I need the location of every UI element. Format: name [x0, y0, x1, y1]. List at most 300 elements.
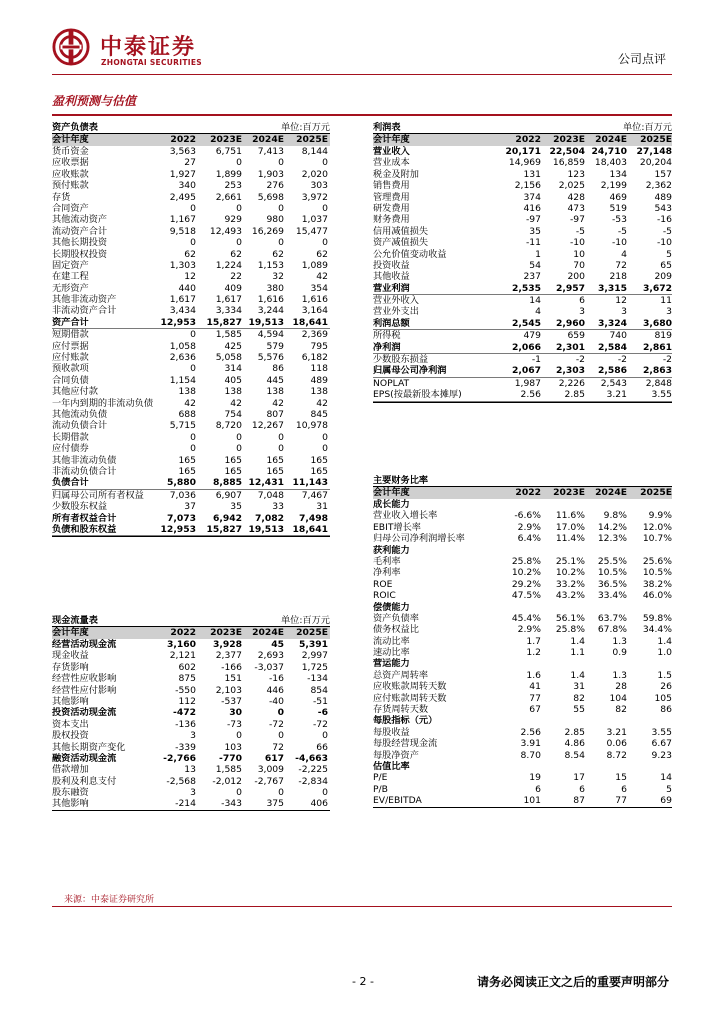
row-label: 融资活动现金流 — [52, 752, 117, 764]
row-label: 营业成本 — [373, 157, 410, 169]
cell-value: -2 — [662, 354, 672, 366]
cell-value: 3.21 — [606, 389, 627, 401]
cell-value: 469 — [609, 191, 627, 203]
column-header: 2025E — [296, 627, 328, 638]
cell-value: 22,504 — [549, 146, 585, 157]
cell-value: 354 — [310, 282, 328, 294]
table-row — [52, 226, 330, 237]
cell-value: 7,036 — [169, 489, 196, 501]
cell-value: 42 — [184, 397, 196, 409]
cell-value: 445 — [266, 374, 284, 386]
cell-value: 2.85 — [564, 389, 585, 401]
cell-value: 1,154 — [169, 374, 196, 386]
cell-value: 1.1 — [570, 647, 585, 659]
cell-value: 218 — [609, 271, 627, 283]
cell-value: 0 — [236, 787, 242, 799]
cell-value: 12,953 — [160, 523, 196, 535]
table-row — [373, 192, 672, 203]
cell-value: 165 — [266, 465, 284, 477]
cell-value: 47.5% — [511, 590, 541, 602]
cell-value: 519 — [609, 202, 627, 214]
cell-value: 2,066 — [511, 341, 541, 353]
cell-value: 375 — [266, 798, 284, 810]
cell-value: -770 — [219, 752, 242, 764]
page-number: - 2 - — [352, 975, 374, 988]
cell-value — [627, 602, 672, 613]
cell-value: 579 — [266, 340, 284, 352]
row-label: 应付债券 — [52, 443, 89, 455]
cell-value: 8.72 — [606, 749, 627, 761]
row-label: 营业利润 — [373, 282, 410, 294]
table-row — [52, 501, 330, 512]
cell-value: 87 — [573, 795, 585, 807]
cell-value — [585, 761, 627, 772]
cell-value: 845 — [310, 408, 328, 420]
table-row — [373, 545, 672, 556]
cell-value: 0 — [277, 707, 284, 719]
cell-value: 6 — [621, 783, 627, 795]
cell-value: 14,969 — [508, 157, 541, 169]
cell-value: 38.2% — [642, 578, 672, 590]
cell-value: 10.2% — [555, 567, 585, 579]
cell-value: -10 — [656, 237, 672, 249]
cell-value: -40 — [268, 695, 284, 707]
cell-value: 754 — [224, 408, 242, 420]
table-row — [52, 157, 330, 168]
table-row — [373, 647, 672, 658]
table-row — [52, 639, 330, 650]
cell-value: 6 — [535, 783, 541, 795]
cell-value: -2,568 — [166, 775, 196, 787]
table-row — [373, 624, 672, 635]
cell-value: 1.5 — [657, 669, 672, 681]
table-row — [373, 590, 672, 601]
row-label: 归属母公司所有者权益 — [52, 489, 144, 501]
cell-value: 5,391 — [298, 639, 328, 650]
cell-value: 2,535 — [511, 282, 541, 294]
cell-value: 2,369 — [301, 329, 328, 341]
cell-value: 2.85 — [564, 726, 585, 738]
cell-value: 4.86 — [564, 738, 585, 750]
row-label: 投资活动现金流 — [52, 707, 117, 719]
cell-value: 3,009 — [257, 764, 284, 776]
cell-value: -2,766 — [163, 752, 196, 764]
row-label: 短期借款 — [52, 329, 89, 341]
cell-value: 3 — [621, 306, 627, 318]
cell-value: 2,226 — [558, 377, 585, 389]
cell-value: 86 — [272, 363, 284, 375]
row-label: 研发费用 — [373, 202, 410, 214]
cell-value — [499, 545, 541, 556]
cell-value: 10.5% — [642, 567, 672, 579]
table-header-row — [52, 627, 330, 639]
cell-value: 929 — [224, 214, 242, 226]
cell-value: 41 — [529, 681, 541, 693]
cell-value: 138 — [310, 386, 328, 398]
table-row — [373, 260, 672, 271]
cell-value: 103 — [224, 741, 242, 753]
cell-value: 54 — [529, 259, 541, 271]
table-row — [52, 271, 330, 282]
cell-value: 1,617 — [215, 294, 242, 306]
cell-value: 16,859 — [552, 157, 585, 169]
cell-value: 2,863 — [642, 365, 672, 377]
cell-value: 82 — [573, 692, 585, 704]
cell-value: 688 — [178, 408, 196, 420]
cell-value: 303 — [310, 180, 328, 192]
cell-value: 9.23 — [651, 749, 672, 761]
row-label: 现金收益 — [52, 650, 89, 662]
cell-value: 7,498 — [298, 512, 328, 524]
cell-value: -1 — [531, 354, 541, 366]
cell-value: 854 — [310, 684, 328, 696]
table-title-row — [52, 120, 330, 134]
row-label: 估值比率 — [373, 760, 410, 772]
cell-value: 1,616 — [257, 294, 284, 306]
cell-value: 69 — [660, 795, 672, 807]
table-row — [52, 707, 330, 718]
row-label: 流动比率 — [373, 635, 410, 647]
cell-value: 374 — [523, 191, 541, 203]
cell-value: 22 — [230, 271, 242, 283]
cell-value: 409 — [224, 282, 242, 294]
cell-value: 151 — [224, 673, 242, 685]
income-statement-table — [373, 120, 672, 403]
cell-value: 9.8% — [603, 510, 627, 522]
cell-value: 795 — [310, 340, 328, 352]
row-label: 营运能力 — [373, 658, 410, 670]
table-row — [52, 787, 330, 798]
cell-value: 602 — [178, 661, 196, 673]
cell-value: 0 — [236, 157, 242, 169]
row-label: 其他应付款 — [52, 386, 98, 398]
table-row — [52, 363, 330, 374]
cell-value: 15,827 — [206, 523, 242, 535]
table-row — [52, 432, 330, 443]
cell-value: 489 — [310, 374, 328, 386]
cell-value: 35 — [230, 501, 242, 513]
cell-value: 101 — [523, 795, 541, 807]
column-header: 2025E — [640, 487, 672, 498]
row-label: 公允价值变动收益 — [373, 248, 447, 260]
table-header-row — [52, 134, 330, 146]
cell-value: 77 — [615, 795, 627, 807]
table-row — [52, 662, 330, 673]
cell-value: 2,377 — [215, 650, 242, 662]
cell-value: 5 — [666, 783, 672, 795]
cell-value: 18,403 — [594, 157, 627, 169]
row-label: 应收账款周转天数 — [373, 681, 447, 693]
cell-value: 12 — [184, 271, 196, 283]
cell-value: 17.0% — [555, 521, 585, 533]
table-row — [52, 730, 330, 741]
cell-value — [541, 658, 585, 669]
cell-value: 34.4% — [642, 624, 672, 636]
cell-value: 9.9% — [648, 510, 672, 522]
cell-value: 2,693 — [257, 650, 284, 662]
document-type: 公司点评 — [617, 52, 666, 66]
cell-value: -550 — [175, 684, 196, 696]
row-label: 财务费用 — [373, 214, 410, 226]
cell-value: 45.4% — [511, 612, 541, 624]
footer-divider — [52, 906, 672, 907]
cell-value: 12,493 — [209, 225, 242, 237]
cell-value: 2,545 — [511, 317, 541, 329]
cell-value: 29.2% — [511, 578, 541, 590]
cell-value: 543 — [654, 202, 672, 214]
cell-value: 1,617 — [169, 294, 196, 306]
cell-value: -2,767 — [254, 775, 284, 787]
cell-value: -4,663 — [295, 752, 328, 764]
cell-value: 1,037 — [301, 214, 328, 226]
cell-value: 2.9% — [517, 521, 541, 533]
cell-value: 6 — [579, 783, 585, 795]
cell-value: 2.56 — [520, 726, 541, 738]
cell-value: 6 — [579, 295, 585, 307]
cell-value: 105 — [654, 692, 672, 704]
cell-value: 16,269 — [251, 225, 284, 237]
cell-value: 1,927 — [169, 168, 196, 180]
cell-value: 10,978 — [295, 420, 328, 432]
cell-value: 33.4% — [597, 590, 627, 602]
cell-value: 1.0 — [657, 647, 672, 659]
table-row — [373, 378, 672, 389]
cell-value: 24,710 — [591, 146, 627, 157]
cell-value — [541, 761, 585, 772]
row-label: 股东融资 — [52, 787, 89, 799]
cell-value: 118 — [310, 363, 328, 375]
row-label: 信用减值损失 — [373, 225, 429, 237]
row-label: 营业收入 — [373, 146, 410, 157]
row-label: EPS(按最新股本摊厚) — [373, 389, 462, 401]
cell-value: 0 — [322, 157, 328, 169]
cell-value: 3 — [666, 306, 672, 318]
table-row — [52, 513, 330, 524]
cell-value: 12 — [615, 295, 627, 307]
table-row — [52, 742, 330, 753]
cell-value: 7,413 — [257, 146, 284, 157]
table-row — [52, 466, 330, 477]
table-row — [373, 715, 672, 726]
cell-value: 138 — [224, 386, 242, 398]
row-label: 债务权益比 — [373, 624, 419, 636]
cell-value: 740 — [609, 330, 627, 342]
cell-value — [499, 602, 541, 613]
cell-value: 1,058 — [169, 340, 196, 352]
cell-value: 2,997 — [301, 650, 328, 662]
cell-value: 1,303 — [169, 259, 196, 271]
table-header-row — [373, 134, 672, 146]
table-header-row — [373, 487, 672, 499]
cell-value — [541, 545, 585, 556]
cell-value: 15,827 — [206, 316, 242, 328]
row-label: 货币资金 — [52, 146, 89, 157]
row-label: 股利及利息支付 — [52, 775, 117, 787]
cell-value: 0 — [190, 202, 196, 214]
table-row — [52, 294, 330, 305]
table-row — [373, 727, 672, 738]
cell-value: 6,942 — [212, 512, 242, 524]
row-label: 资产合计 — [52, 316, 89, 328]
cell-value: 9,518 — [169, 225, 196, 237]
row-label: 管理费用 — [373, 191, 410, 203]
table-row — [52, 283, 330, 294]
column-header: 2023E — [553, 134, 585, 145]
cell-value — [585, 715, 627, 726]
cell-value: 1,585 — [215, 329, 242, 341]
table-row — [373, 579, 672, 590]
cell-value: -73 — [226, 718, 242, 730]
cell-value: 33 — [272, 501, 284, 513]
row-label: 非流动负债合计 — [52, 465, 117, 477]
column-header: 2022 — [170, 134, 196, 145]
table-title-row — [373, 473, 672, 487]
cell-value: 36.5% — [597, 578, 627, 590]
cell-value: -2,834 — [298, 775, 328, 787]
balance-sheet-table — [52, 120, 330, 537]
row-label: 经营活动现金流 — [52, 639, 117, 650]
disclaimer: 请务必阅读正文之后的重要声明部分 — [476, 975, 669, 989]
cell-value: 2,861 — [642, 341, 672, 353]
cell-value: 86 — [660, 704, 672, 716]
cell-value — [541, 499, 585, 510]
table-row — [373, 693, 672, 704]
brand-name-en: ZHONGTAI SECURITIES — [101, 58, 202, 67]
cell-value — [499, 499, 541, 510]
table-row — [52, 719, 330, 730]
cell-value: 62 — [316, 248, 328, 260]
row-label: 资产减值损失 — [373, 237, 429, 249]
cell-value: -16 — [656, 214, 672, 226]
cell-value: 7,048 — [257, 489, 284, 501]
cell-value: 0.06 — [606, 738, 627, 750]
row-label: 销售费用 — [373, 180, 410, 192]
cell-value: 5 — [666, 248, 672, 260]
row-label: 应收账款 — [52, 168, 89, 180]
cell-value: 12,267 — [251, 420, 284, 432]
cell-value: 0 — [190, 329, 196, 341]
cell-value: 1.2 — [526, 647, 541, 659]
cell-value: 807 — [266, 408, 284, 420]
column-header: 会计年度 — [52, 627, 89, 638]
cell-value: 165 — [224, 465, 242, 477]
cell-value: 11 — [660, 295, 672, 307]
cell-value: 0 — [236, 237, 242, 249]
row-label: 经营性应收影响 — [52, 673, 117, 685]
cell-value: -97 — [525, 214, 541, 226]
table-title: 资产负债表 — [52, 122, 98, 133]
row-label: 流动负债合计 — [52, 420, 108, 432]
cell-value: 67.8% — [597, 624, 627, 636]
cell-value — [541, 602, 585, 613]
table-title-row — [373, 120, 672, 134]
table-row — [373, 271, 672, 282]
cell-value: 3,972 — [301, 191, 328, 203]
cell-value: 18,641 — [292, 316, 328, 328]
cell-value: 2.56 — [520, 389, 541, 401]
row-label: 合同负债 — [52, 374, 89, 386]
cell-value: 1,167 — [169, 214, 196, 226]
table-row — [373, 533, 672, 544]
cell-value: 27 — [184, 157, 196, 169]
cell-value: -343 — [221, 798, 242, 810]
cell-value: 42 — [316, 271, 328, 283]
cell-value: 3.21 — [606, 726, 627, 738]
cell-value: 10 — [573, 248, 585, 260]
cell-value: 3,334 — [215, 305, 242, 317]
row-label: P/E — [373, 772, 388, 784]
column-header: 2024E — [595, 487, 627, 498]
column-header: 2023E — [210, 134, 242, 145]
table-row — [373, 283, 672, 295]
cell-value: 6.67 — [651, 738, 672, 750]
cell-value: 3.55 — [651, 726, 672, 738]
cell-value: 35 — [529, 225, 541, 237]
table-row — [373, 658, 672, 669]
cell-value: 31 — [573, 681, 585, 693]
table-row — [373, 237, 672, 248]
row-label: 其他流动负债 — [52, 408, 108, 420]
table-row — [52, 409, 330, 420]
cell-value: 2,303 — [555, 365, 585, 377]
table-row — [373, 670, 672, 681]
cell-value: 875 — [178, 673, 196, 685]
cell-value: 6,751 — [215, 146, 242, 157]
table-bottom-rule — [52, 810, 330, 811]
cell-value: 4,594 — [257, 329, 284, 341]
cell-value: 446 — [266, 684, 284, 696]
row-label: 营业收入增长率 — [373, 510, 438, 522]
table-row — [52, 443, 330, 454]
table-row — [52, 260, 330, 271]
cell-value: 3,563 — [169, 146, 196, 157]
cell-value: -166 — [221, 661, 242, 673]
column-header: 2022 — [515, 487, 541, 498]
cell-value: 3 — [190, 787, 196, 799]
cell-value: 77 — [529, 692, 541, 704]
cell-value: 1 — [535, 248, 541, 260]
cell-value: 12,953 — [160, 316, 196, 328]
cell-value: 14.2% — [597, 521, 627, 533]
table-row — [52, 398, 330, 409]
row-label: 非流动资产合计 — [52, 305, 117, 317]
row-label: ROIC — [373, 590, 396, 602]
cell-value: 2,362 — [645, 180, 672, 192]
cell-value: 65 — [660, 259, 672, 271]
cell-value: 15 — [615, 772, 627, 784]
table-row — [373, 146, 672, 157]
table-row — [52, 673, 330, 684]
table-row — [373, 389, 672, 401]
table-row — [52, 420, 330, 431]
table-row — [373, 330, 672, 341]
cell-value: 2,661 — [215, 191, 242, 203]
table-row — [373, 306, 672, 317]
row-label: 营业外支出 — [373, 306, 419, 318]
row-label: ROE — [373, 578, 393, 590]
cell-value: 165 — [224, 454, 242, 466]
cell-value: 157 — [654, 168, 672, 180]
row-label: 总资产周转率 — [373, 669, 429, 681]
cell-value: -537 — [221, 695, 242, 707]
cell-value: 3,928 — [212, 639, 242, 650]
row-label: 营业外收入 — [373, 295, 419, 307]
cell-value: 131 — [523, 168, 541, 180]
cell-value: 1,899 — [215, 168, 242, 180]
table-row — [373, 613, 672, 624]
row-label: 其他非流动资产 — [52, 294, 117, 306]
table-row — [373, 203, 672, 214]
